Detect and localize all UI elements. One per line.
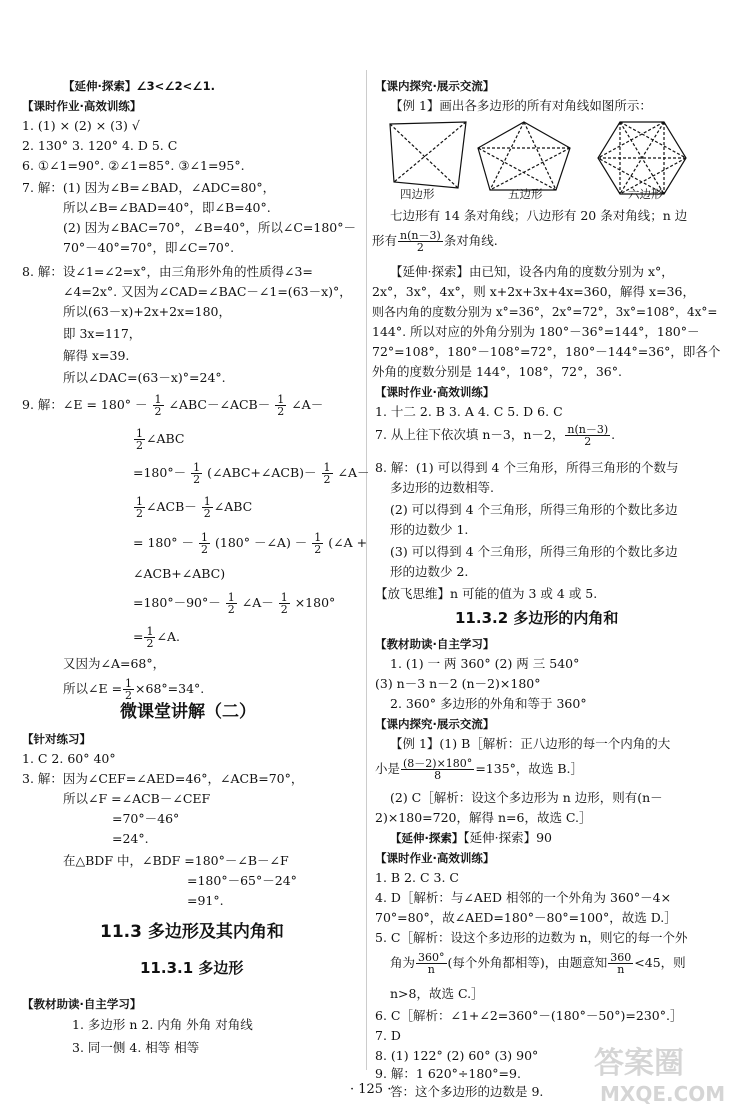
section-header-homework: 【课时作业·高效训练】 bbox=[375, 385, 495, 399]
answer-line: 8. 解：设∠1=∠2=x°，由三角形外角的性质得∠3= bbox=[22, 264, 313, 279]
answer-line: 所以(63－x)+2x+2x=180， bbox=[63, 304, 231, 319]
answer-line: 2. 360° 多边形的外角和等于 360° bbox=[390, 696, 587, 711]
column-divider bbox=[366, 70, 367, 1070]
answer-line: 1. B 2. C 3. C bbox=[375, 870, 459, 885]
answer-line: (2) C［解析：设这个多边形为 n 边形，则有(n－ bbox=[390, 790, 663, 805]
answer-line: 在△BDF 中，∠BDF =180°－∠B－∠F bbox=[63, 853, 289, 868]
answer-line: ∠ACB+∠ABC) bbox=[133, 566, 226, 581]
fraction: $\frac{1}{2}$ bbox=[136, 495, 143, 520]
answer-line: ∠4=2x°. 又因为∠CAD=∠BAC－∠1=(63－x)°， bbox=[63, 284, 352, 299]
answer-line: 2. 130° 3. 120° 4. D 5. C bbox=[22, 138, 178, 153]
answer-line: 即 3x=117， bbox=[63, 326, 142, 341]
watermark-logo bbox=[590, 1039, 730, 1109]
answer-line: 1. C 2. 60° 40° bbox=[22, 751, 116, 766]
answer-line: 多边形的边数相等. bbox=[390, 480, 494, 495]
answer-line: 形的边数少 2. bbox=[390, 564, 469, 579]
section-header-explore: 【课内探究·展示交流】 bbox=[375, 717, 495, 731]
answer-line: 1. 十二 2. B 3. A 4. C 5. D 6. C bbox=[375, 404, 563, 419]
fraction: $\frac{1}{2}$ bbox=[154, 393, 162, 418]
answer-line: 所以∠F =∠ACB－∠CEF bbox=[63, 791, 211, 806]
answer-line: =180°－90°－ $\frac{1}{2}$ ∠A－ $\frac{1}{2}$ ×180° bbox=[133, 591, 336, 616]
subsection-title-interior-angle-sum: 11.3.2 多边形的内角和 bbox=[455, 609, 619, 627]
answer-line: 解得 x=39. bbox=[63, 348, 130, 363]
answer-line: = 180° － $\frac{1}{2}$ (180° －∠A) － $\frac{1}{2}$ (∠A + bbox=[133, 531, 368, 556]
answer-line: =70°－46° bbox=[112, 811, 180, 826]
answer-line: 4. D［解析：与∠AED 相邻的一个外角为 360°－4× bbox=[375, 890, 672, 905]
section-header-self-study: 【教材助读·自主学习】 bbox=[22, 997, 142, 1011]
answer-line: 8. 解：(1) 可以得到 4 个三角形，所得三角形的个数与 bbox=[375, 460, 679, 475]
fraction: $\frac{(8-2)\times 180^\circ}{8}$ bbox=[403, 757, 473, 782]
answer-line: (2) 可以得到 4 个三角形，所得三角形的个数比多边 bbox=[390, 502, 678, 517]
answer-line: 所以∠DAC=(63－x)°=24°. bbox=[63, 370, 226, 385]
answer-line: 外角的度数分别是 144°，108°，72°，36°. bbox=[372, 364, 622, 379]
answer-line: 答：这个多边形的边数是 9. bbox=[390, 1084, 544, 1099]
answer-line: 8. (1) 122° (2) 60° (3) 90° bbox=[375, 1048, 539, 1063]
fraction: $\frac{1}{2}$ bbox=[227, 591, 235, 616]
answer-line: 1. 多边形 n 2. 内角 外角 对角线 bbox=[72, 1017, 253, 1032]
answer-line: 2x°，3x°，4x°，则 x+2x+3x+4x=360，解得 x=36， bbox=[372, 284, 695, 299]
answer-line: 70°－40°=70°，即∠C=70°. bbox=[63, 240, 235, 255]
fraction: $\frac{n(n-3)}{2}$ bbox=[567, 423, 609, 448]
answer-line: 70°=80°，故∠AED=180°－80°=100°，故选 D.］ bbox=[375, 910, 677, 925]
subsection-title-polygon: 11.3.1 多边形 bbox=[140, 959, 244, 977]
answer-line: =91°. bbox=[187, 893, 224, 908]
section-header-self-study: 【教材助读·自主学习】 bbox=[375, 637, 495, 651]
quadrilateral-label: 四边形 bbox=[400, 187, 435, 201]
answer-line: 72°=108°，180°－108°=72°，180°－144°=36°，即各个 bbox=[372, 344, 721, 359]
answer-line: 【例 1】(1) B［解析：正八边形的每一个内角的大 bbox=[390, 736, 671, 751]
answer-line: n>8，故选 C.］ bbox=[390, 986, 484, 1001]
hexagon-label: 六边形 bbox=[628, 187, 663, 201]
pentagon-label: 五边形 bbox=[508, 187, 543, 201]
answer-line: 7. D bbox=[375, 1028, 401, 1043]
section-header-homework: 【课时作业·高效训练】 bbox=[375, 851, 495, 865]
answer-line: = $\frac{1}{2}$ ∠A. bbox=[133, 625, 180, 650]
answer-line: =24°. bbox=[112, 831, 149, 846]
quadrilateral-figure bbox=[390, 122, 466, 188]
section-title-micro-lecture: 微课堂讲解（二） bbox=[120, 702, 256, 722]
answer-line: $\frac{1}{2}$ ∠ACB－ $\frac{1}{2}$ ∠ABC bbox=[136, 495, 253, 520]
answer-line: 9. 解：1 620°÷180°=9. bbox=[375, 1066, 521, 1081]
answer-line: 七边形有 14 条对角线；八边形有 20 条对角线；n 边 bbox=[390, 208, 688, 223]
fraction: $\frac{1}{2}$ bbox=[314, 531, 322, 556]
fraction: $\frac{1}{2}$ bbox=[323, 461, 331, 486]
answer-line: 角为 $\frac{360^\circ}{n}$ (每个外角都相等)，由题意知 $\frac{360}{n}$ <45，则 bbox=[390, 951, 686, 976]
answer-line: =180°－65°－24° bbox=[187, 873, 297, 888]
answer-line: 6. C［解析：∠1+∠2=360°－(180°－50°)=230°.］ bbox=[375, 1008, 683, 1023]
section-header-explore: 【课内探究·展示交流】 bbox=[375, 79, 495, 93]
fraction: $\frac{n(n-3)}{2}$ bbox=[400, 229, 441, 254]
answer-line: 144°. 所以对应的外角分别为 180°－36°=144°，180°－ bbox=[372, 324, 700, 339]
section-header-practice: 【针对练习】 bbox=[22, 732, 91, 746]
answer-line: 3. 解：因为∠CEF=∠AED=46°，∠ACB=70°， bbox=[22, 771, 304, 786]
answer-line: =180°－ $\frac{1}{2}$ (∠ABC+∠ACB)－ $\frac{1}{2}$ ∠A－ bbox=[133, 461, 370, 486]
fraction: $\frac{1}{2}$ bbox=[280, 591, 288, 616]
pentagon-figure bbox=[478, 122, 570, 190]
fraction: $\frac{1}{2}$ bbox=[203, 495, 211, 520]
hexagon-figure bbox=[598, 122, 686, 194]
fraction: $\frac{360}{n}$ bbox=[610, 951, 632, 976]
answer-line: 形有 $\frac{n(n-3)}{2}$ 条对角线. bbox=[372, 229, 498, 254]
answer-line: 形的边数少 1. bbox=[390, 522, 469, 537]
fraction: $\frac{1}{2}$ bbox=[201, 531, 209, 556]
answer-line: 又因为∠A=68°， bbox=[63, 656, 166, 671]
section-header-homework: 【课时作业·高效训练】 bbox=[22, 99, 142, 113]
fraction: $\frac{1}{2}$ bbox=[146, 625, 154, 650]
answer-line: 6. ①∠1=90°. ②∠1=85°. ③∠1=95°. bbox=[22, 158, 245, 173]
answer-line: 7. 从上往下依次填 n－3，n－2， $\frac{n(n-3)}{2}$ . bbox=[375, 423, 616, 448]
answer-line: (2) 因为∠BAC=70°，∠B=40°，所以∠C=180°－ bbox=[63, 220, 356, 235]
answer-line: 小是 $\frac{(8-2)\times 180^\circ}{8}$ =135°，故选 B.］ bbox=[375, 757, 584, 782]
answer-line: 所以∠E = $\frac{1}{2}$ ×68°=34°. bbox=[63, 677, 205, 702]
fraction: $\frac{1}{2}$ bbox=[136, 427, 143, 452]
answer-line: 5. C［解析：设这个多边形的边数为 n，则它的每一个外 bbox=[375, 930, 688, 945]
answer-line: 则各内角的度数分别为 x°=36°，2x°=72°，3x°=108°，4x°= bbox=[372, 305, 718, 319]
svg-text:MXQE.COM: MXQE.COM bbox=[600, 1082, 726, 1106]
svg-text:答案圈: 答案圈 bbox=[594, 1046, 684, 1081]
answer-line: (3) n－3 n－2 (n－2)×180° bbox=[375, 676, 541, 691]
answer-line: (3) 可以得到 4 个三角形，所得三角形的个数比多边 bbox=[390, 544, 678, 559]
answer-line: 【延伸·探索】由已知，设各内角的度数分别为 x°， bbox=[390, 264, 674, 279]
answer-line: $\frac{1}{2}$ ∠ABC bbox=[136, 427, 185, 452]
page-number: · 125 · bbox=[350, 1082, 392, 1097]
fraction: $\frac{1}{2}$ bbox=[277, 393, 285, 418]
fraction: $\frac{360^\circ}{n}$ bbox=[418, 951, 445, 976]
extension-answer: 【延伸·探索】∠3<∠2<∠1. bbox=[63, 79, 215, 93]
answer-line: 9. 解：∠E = 180° － $\frac{1}{2}$ ∠ABC－∠ACB－ $\frac{1}{2}$ ∠A－ bbox=[22, 393, 324, 418]
section-title-polygons: 11.3 多边形及其内角和 bbox=[100, 922, 284, 942]
fraction: $\frac{1}{2}$ bbox=[125, 677, 133, 702]
answer-line: 7. 解：(1) 因为∠B=∠BAD，∠ADC=80°， bbox=[22, 180, 276, 195]
fraction: $\frac{1}{2}$ bbox=[193, 461, 201, 486]
answer-line: 【例 1】画出各多边形的所有对角线如图所示： bbox=[390, 98, 652, 113]
answer-line: 所以∠B=∠BAD=40°，即∠B=40°. bbox=[63, 200, 271, 215]
answer-line: 【延伸·探索】【延伸·探索】90 bbox=[390, 830, 553, 845]
answer-line: 2)×180=720，解得 n=6，故选 C.］ bbox=[375, 810, 592, 825]
answer-line: 1. (1) × (2) × (3) √ bbox=[22, 118, 140, 133]
answer-line: 【放飞思维】n 可能的值为 3 或 4 或 5. bbox=[375, 586, 598, 601]
answer-line: 1. (1) 一 两 360° (2) 两 三 540° bbox=[390, 656, 580, 671]
answer-line: 3. 同一侧 4. 相等 相等 bbox=[72, 1040, 200, 1055]
